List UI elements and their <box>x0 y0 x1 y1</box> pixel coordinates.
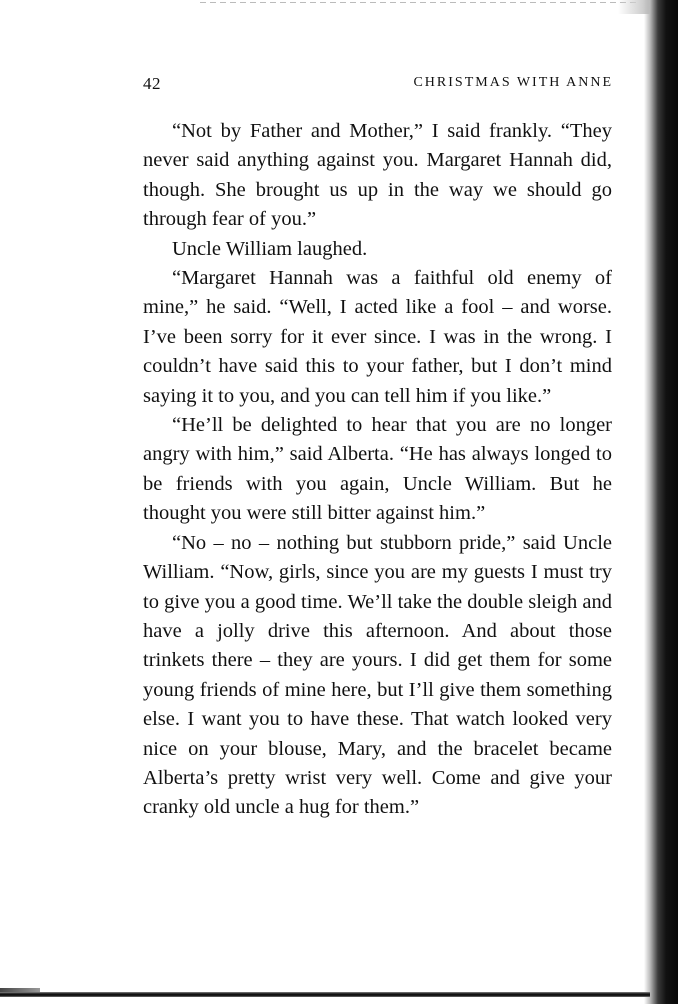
body-text <box>143 117 612 823</box>
paragraph: “He’ll be delighted to hear that you are no longer angry with him,” said Alberta. “He has always longed to be friends with you again, Uncle William. But he thought you were still bitter against him.” <box>143 414 612 525</box>
page-header <box>143 74 613 100</box>
paragraph: Uncle William laughed. <box>172 237 368 260</box>
paragraph: “Not by Father and Mother,” I said frankly. “They never said anything against you. Margaret Hannah did, though. She brought us up in the way we should go through fear of you.” <box>143 120 612 231</box>
book-spine-shadow <box>644 0 678 1004</box>
paragraph: “Margaret Hannah was a faithful old enemy of mine,” he said. “Well, I acted like a fool – and worse. I’ve been sorry for it ever since. I was in the wrong. I couldn’t have said this to your father, but I don’t mind saying it to you, and you can tell him if you like.” <box>143 267 612 407</box>
scan-edge-top <box>200 2 640 3</box>
page-number: 42 <box>143 74 161 93</box>
paragraph: “No – no – nothing but stubborn pride,” said Uncle William. “Now, girls, since you are my guests I must try to give you a good time. We’ll take the double sleigh and have a jolly drive this afternoon. And about those trinkets there – they are yours. I did get them for some young friends of mine here, but I’ll give them something else. I want you to have these. That watch looked very nice on your blouse, Mary, and the bracelet became Alberta’s pretty wrist very well. Come and give your cranky old uncle a hug for them.” <box>143 531 612 819</box>
scan-edge-bottom <box>0 992 650 997</box>
running-head: CHRISTMAS WITH ANNE <box>413 75 613 90</box>
